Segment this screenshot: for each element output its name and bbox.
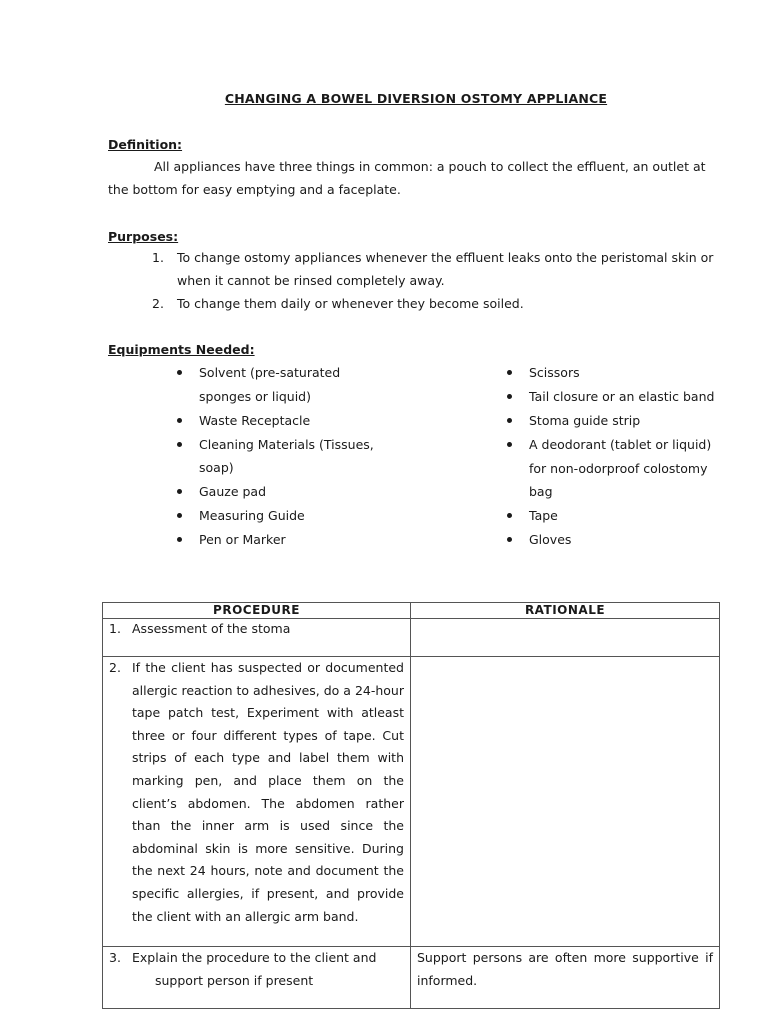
equipment-item: Waste Receptacle [175, 409, 375, 433]
table-header-row [103, 603, 720, 619]
purpose-item [152, 292, 722, 315]
definition-text: All appliances have three things in common: a pouch to collect the effluent, an outlet at the bottom for easy emptying and a faceplate. [108, 159, 706, 197]
purpose-item [152, 246, 722, 292]
equipment-item: Pen or Marker [175, 528, 375, 552]
step-number: 3. [109, 950, 121, 965]
rationale-cell [411, 947, 720, 1009]
equipment-list-right [505, 361, 725, 552]
rationale-text: Support persons are often more supportive if informed. [417, 950, 713, 988]
equipment-item: Stoma guide strip [505, 409, 725, 433]
step-text: Assessment of the stoma [132, 621, 291, 636]
equipment-item: Gloves [505, 528, 725, 552]
equipment-heading: Equipments Needed: [108, 342, 255, 357]
bullet-icon [507, 418, 512, 423]
purposes-heading: Purposes: [108, 229, 179, 244]
purpose-text: To change them daily or whenever they become soiled. [177, 296, 524, 311]
step-number: 1. [109, 621, 121, 636]
bullet-icon [507, 442, 512, 447]
bullet-icon [177, 442, 182, 447]
bullet-icon [507, 513, 512, 518]
rationale-cell [411, 619, 720, 657]
procedure-table [102, 602, 720, 1009]
purpose-number: 2. [152, 296, 164, 311]
purpose-text: To change ostomy appliances whenever the effluent leaks onto the peristomal skin or when it cannot be rinsed completely away. [177, 250, 714, 288]
procedure-cell [103, 947, 411, 1009]
bullet-icon [507, 394, 512, 399]
equipment-item: Scissors [505, 361, 725, 385]
bullet-icon [177, 537, 182, 542]
bullet-icon [507, 370, 512, 375]
rationale-cell [411, 657, 720, 947]
procedure-cell [103, 619, 411, 657]
definition-heading: Definition: [108, 137, 183, 152]
equipment-item: Measuring Guide [175, 504, 375, 528]
bullet-icon [507, 537, 512, 542]
document-title: CHANGING A BOWEL DIVERSION OSTOMY APPLIANCE [224, 91, 608, 106]
bullet-icon [177, 489, 182, 494]
step-text-continued: support person if present [155, 972, 314, 988]
equipment-item: Tail closure or an elastic band [505, 385, 725, 409]
bullet-icon [177, 513, 182, 518]
procedure-column-header: PROCEDURE [103, 603, 411, 619]
step-number: 2. [109, 660, 121, 675]
step-text: If the client has suspected or documented allergic reaction to adhesives, do a 24-hour tape patch test, Experiment with atleast three or four different types of tape. Cut strips of each type and label them with marking pen, and place them on the client’s abdomen. The abdomen rather than the inner arm is used since the abdominal skin is more sensitive. During the next 24 hours, note and document the specific allergies, if present, and provide the client with an allergic arm band. [132, 660, 404, 924]
equipment-item: Gauze pad [175, 480, 375, 504]
table-row [103, 947, 720, 1009]
purpose-number: 1. [152, 250, 164, 265]
bullet-icon [177, 418, 182, 423]
equipment-item: Cleaning Materials (Tissues, soap) [175, 433, 375, 480]
equipment-item: Solvent (pre-saturated sponges or liquid) [175, 361, 375, 408]
table-row [103, 657, 720, 947]
table-row [103, 619, 720, 657]
equipment-item: A deodorant (tablet or liquid) for non-odorproof colostomy bag [505, 433, 725, 504]
step-text: Explain the procedure to the client and [132, 950, 377, 965]
equipment-list-left [175, 361, 375, 552]
bullet-icon [177, 370, 182, 375]
procedure-cell [103, 657, 411, 947]
equipment-item: Tape [505, 504, 725, 528]
purposes-list [152, 246, 722, 315]
rationale-column-header: RATIONALE [411, 603, 720, 619]
